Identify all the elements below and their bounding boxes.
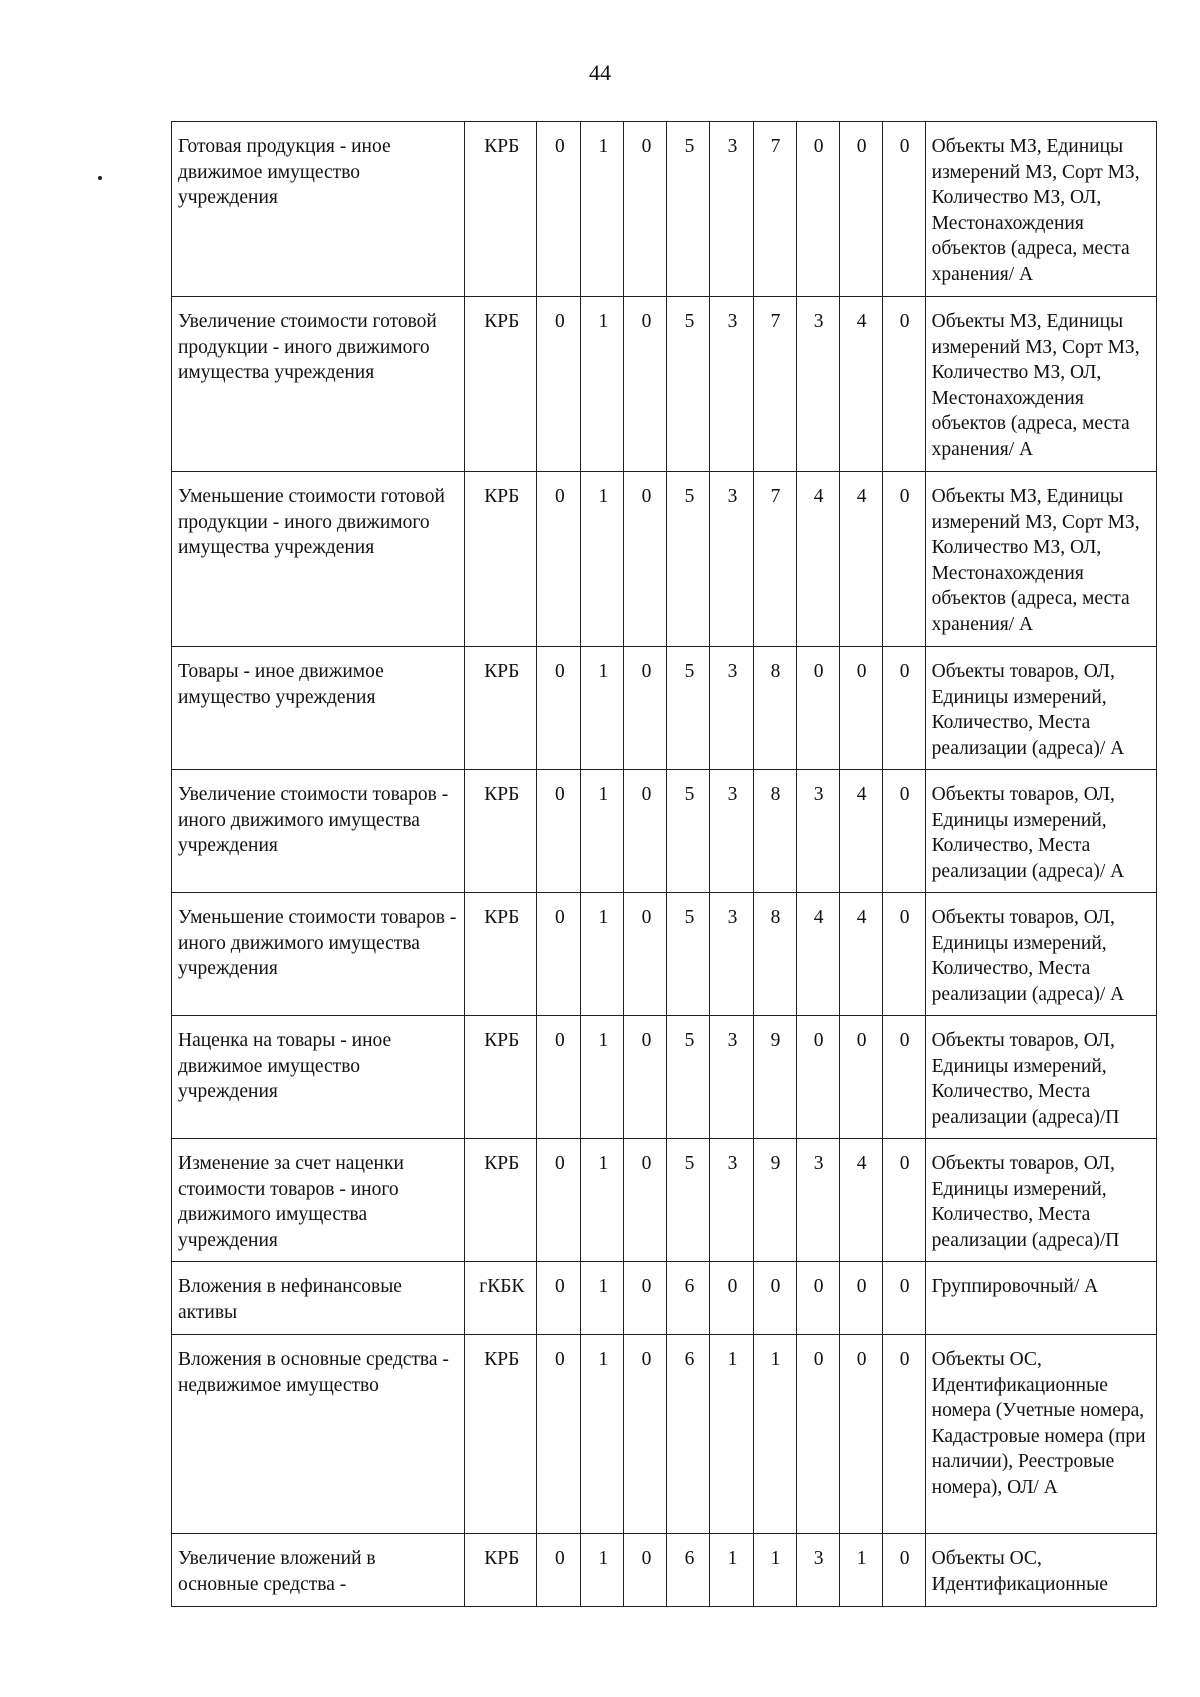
account-digit-cell: 4 — [839, 1139, 882, 1262]
account-digit-cell: 3 — [710, 122, 753, 297]
account-digit-cell: 1 — [581, 472, 624, 647]
account-digit-cell: 4 — [796, 893, 839, 1016]
account-digit-cell: 9 — [753, 1139, 796, 1262]
account-digit-cell: 0 — [537, 1139, 581, 1262]
account-digit-cell: 3 — [710, 472, 753, 647]
table-row — [172, 1139, 1157, 1262]
table-row — [172, 1016, 1157, 1139]
account-digit-cell: 0 — [624, 472, 667, 647]
table-row — [172, 770, 1157, 893]
page-number: 44 — [589, 60, 611, 85]
account-digit-cell: 5 — [667, 122, 710, 297]
analytics-cell: Объекты ОС, Идентификационные — [925, 1534, 1156, 1607]
account-digit-cell: 5 — [667, 770, 710, 893]
account-digit-cell: 3 — [796, 1534, 839, 1607]
account-code-type-cell: КРБ — [465, 1335, 537, 1534]
account-digit-cell: 5 — [667, 1139, 710, 1262]
account-digit-cell: 5 — [667, 647, 710, 770]
account-digit-cell: 0 — [624, 1534, 667, 1607]
account-name-cell: Увеличение стоимости готовой продукции - иного движимого имущества учреждения — [172, 297, 465, 472]
account-digit-cell: 0 — [537, 1016, 581, 1139]
analytics-cell: Объекты товаров, ОЛ, Единицы измерений, Количество, Места реализации (адреса)/ А — [925, 770, 1156, 893]
account-digit-cell: 7 — [753, 297, 796, 472]
account-digit-cell: 7 — [753, 122, 796, 297]
table-row — [172, 1262, 1157, 1335]
account-digit-cell: 0 — [710, 1262, 753, 1335]
account-digit-cell: 5 — [667, 472, 710, 647]
account-name-cell: Вложения в основные средства - недвижимое имущество — [172, 1335, 465, 1534]
account-digit-cell: 0 — [882, 1335, 925, 1534]
account-digit-cell: 0 — [537, 1335, 581, 1534]
account-digit-cell: 3 — [710, 1139, 753, 1262]
account-code-type-cell: КРБ — [465, 1016, 537, 1139]
account-digit-cell: 1 — [581, 122, 624, 297]
account-digit-cell: 0 — [537, 297, 581, 472]
account-digit-cell: 0 — [882, 472, 925, 647]
account-digit-cell: 0 — [537, 122, 581, 297]
account-code-type-cell: КРБ — [465, 893, 537, 1016]
account-digit-cell: 0 — [624, 770, 667, 893]
account-digit-cell: 1 — [581, 1534, 624, 1607]
account-digit-cell: 0 — [882, 1016, 925, 1139]
account-digit-cell: 0 — [624, 1262, 667, 1335]
table-row — [172, 893, 1157, 1016]
account-digit-cell: 4 — [839, 472, 882, 647]
analytics-cell: Объекты ОС, Идентификационные номера (Учетные номера, Кадастровые номера (при наличии), Реестровые номера), ОЛ/ А — [925, 1335, 1156, 1534]
account-digit-cell: 3 — [710, 297, 753, 472]
account-digit-cell: 1 — [839, 1534, 882, 1607]
account-digit-cell: 0 — [882, 1534, 925, 1607]
account-digit-cell: 0 — [537, 647, 581, 770]
account-digit-cell: 3 — [796, 770, 839, 893]
account-code-type-cell: КРБ — [465, 472, 537, 647]
account-digit-cell: 7 — [753, 472, 796, 647]
account-digit-cell: 0 — [882, 1139, 925, 1262]
account-digit-cell: 0 — [882, 1262, 925, 1335]
account-digit-cell: 0 — [537, 1262, 581, 1335]
account-name-cell: Уменьшение стоимости готовой продукции - иного движимого имущества учреждения — [172, 472, 465, 647]
account-digit-cell: 0 — [839, 1016, 882, 1139]
account-digit-cell: 1 — [710, 1335, 753, 1534]
account-digit-cell: 0 — [839, 1335, 882, 1534]
account-digit-cell: 1 — [581, 1016, 624, 1139]
account-name-cell: Уменьшение стоимости товаров - иного движимого имущества учреждения — [172, 893, 465, 1016]
account-digit-cell: 0 — [624, 1016, 667, 1139]
account-digit-cell: 6 — [667, 1262, 710, 1335]
account-digit-cell: 8 — [753, 893, 796, 1016]
account-digit-cell: 1 — [710, 1534, 753, 1607]
account-digit-cell: 0 — [882, 893, 925, 1016]
table-row — [172, 647, 1157, 770]
account-name-cell: Увеличение стоимости товаров - иного движимого имущества учреждения — [172, 770, 465, 893]
account-digit-cell: 0 — [537, 770, 581, 893]
analytics-cell: Объекты товаров, ОЛ, Единицы измерений, Количество, Места реализации (адреса)/П — [925, 1139, 1156, 1262]
account-digit-cell: 0 — [624, 297, 667, 472]
table-row — [172, 1335, 1157, 1534]
account-digit-cell: 0 — [839, 122, 882, 297]
account-digit-cell: 0 — [624, 1335, 667, 1534]
account-digit-cell: 0 — [839, 1262, 882, 1335]
account-digit-cell: 0 — [796, 1016, 839, 1139]
account-digit-cell: 1 — [753, 1534, 796, 1607]
table-row — [172, 297, 1157, 472]
account-digit-cell: 5 — [667, 893, 710, 1016]
account-code-type-cell: КРБ — [465, 297, 537, 472]
account-name-cell: Готовая продукция - иное движимое имущество учреждения — [172, 122, 465, 297]
account-digit-cell: 0 — [796, 1335, 839, 1534]
analytics-cell: Группировочный/ А — [925, 1262, 1156, 1335]
account-digit-cell: 0 — [537, 893, 581, 1016]
account-digit-cell: 0 — [624, 122, 667, 297]
account-digit-cell: 1 — [581, 1335, 624, 1534]
account-digit-cell: 8 — [753, 647, 796, 770]
account-digit-cell: 1 — [581, 297, 624, 472]
account-code-type-cell: КРБ — [465, 1534, 537, 1607]
account-digit-cell: 0 — [796, 122, 839, 297]
account-digit-cell: 6 — [667, 1534, 710, 1607]
analytics-cell: Объекты товаров, ОЛ, Единицы измерений, Количество, Места реализации (адреса)/ А — [925, 647, 1156, 770]
account-name-cell: Наценка на товары - иное движимое имущество учреждения — [172, 1016, 465, 1139]
account-digit-cell: 0 — [624, 647, 667, 770]
account-code-type-cell: гКБК — [465, 1262, 537, 1335]
account-digit-cell: 1 — [581, 1262, 624, 1335]
account-code-type-cell: КРБ — [465, 122, 537, 297]
account-digit-cell: 6 — [667, 1335, 710, 1534]
accounts-table — [171, 121, 1157, 1607]
account-name-cell: Вложения в нефинансовые активы — [172, 1262, 465, 1335]
analytics-cell: Объекты МЗ, Единицы измерений МЗ, Сорт МЗ, Количество МЗ, ОЛ, Местонахождения объектов (адреса, места хранения/ А — [925, 297, 1156, 472]
account-digit-cell: 0 — [796, 647, 839, 770]
scan-speck — [98, 176, 102, 180]
account-digit-cell: 0 — [839, 647, 882, 770]
account-digit-cell: 3 — [796, 297, 839, 472]
analytics-cell: Объекты товаров, ОЛ, Единицы измерений, Количество, Места реализации (адреса)/П — [925, 1016, 1156, 1139]
account-digit-cell: 4 — [796, 472, 839, 647]
account-digit-cell: 1 — [581, 1139, 624, 1262]
account-digit-cell: 8 — [753, 770, 796, 893]
account-digit-cell: 4 — [839, 297, 882, 472]
account-digit-cell: 0 — [753, 1262, 796, 1335]
account-digit-cell: 0 — [882, 647, 925, 770]
account-digit-cell: 9 — [753, 1016, 796, 1139]
account-digit-cell: 3 — [710, 1016, 753, 1139]
account-digit-cell: 0 — [882, 122, 925, 297]
account-digit-cell: 3 — [710, 893, 753, 1016]
analytics-cell: Объекты МЗ, Единицы измерений МЗ, Сорт МЗ, Количество МЗ, ОЛ, Местонахождения объектов (адреса, места хранения/ А — [925, 472, 1156, 647]
account-digit-cell: 0 — [882, 770, 925, 893]
account-digit-cell: 0 — [796, 1262, 839, 1335]
account-name-cell: Товары - иное движимое имущество учреждения — [172, 647, 465, 770]
table-row — [172, 472, 1157, 647]
account-code-type-cell: КРБ — [465, 770, 537, 893]
analytics-cell: Объекты МЗ, Единицы измерений МЗ, Сорт МЗ, Количество МЗ, ОЛ, Местонахождения объектов (адреса, места хранения/ А — [925, 122, 1156, 297]
account-digit-cell: 1 — [753, 1335, 796, 1534]
account-digit-cell: 0 — [624, 893, 667, 1016]
account-name-cell: Увеличение вложений в основные средства - — [172, 1534, 465, 1607]
account-digit-cell: 0 — [882, 297, 925, 472]
table-row — [172, 122, 1157, 297]
account-digit-cell: 1 — [581, 893, 624, 1016]
table-row — [172, 1534, 1157, 1607]
account-digit-cell: 4 — [839, 770, 882, 893]
account-digit-cell: 3 — [710, 647, 753, 770]
analytics-cell: Объекты товаров, ОЛ, Единицы измерений, Количество, Места реализации (адреса)/ А — [925, 893, 1156, 1016]
account-digit-cell: 0 — [537, 1534, 581, 1607]
account-digit-cell: 1 — [581, 770, 624, 893]
account-digit-cell: 1 — [581, 647, 624, 770]
account-code-type-cell: КРБ — [465, 647, 537, 770]
account-digit-cell: 0 — [537, 472, 581, 647]
account-digit-cell: 5 — [667, 1016, 710, 1139]
account-digit-cell: 3 — [796, 1139, 839, 1262]
account-digit-cell: 5 — [667, 297, 710, 472]
account-digit-cell: 4 — [839, 893, 882, 1016]
account-digit-cell: 3 — [710, 770, 753, 893]
account-digit-cell: 0 — [624, 1139, 667, 1262]
account-code-type-cell: КРБ — [465, 1139, 537, 1262]
account-name-cell: Изменение за счет наценки стоимости товаров - иного движимого имущества учреждения — [172, 1139, 465, 1262]
